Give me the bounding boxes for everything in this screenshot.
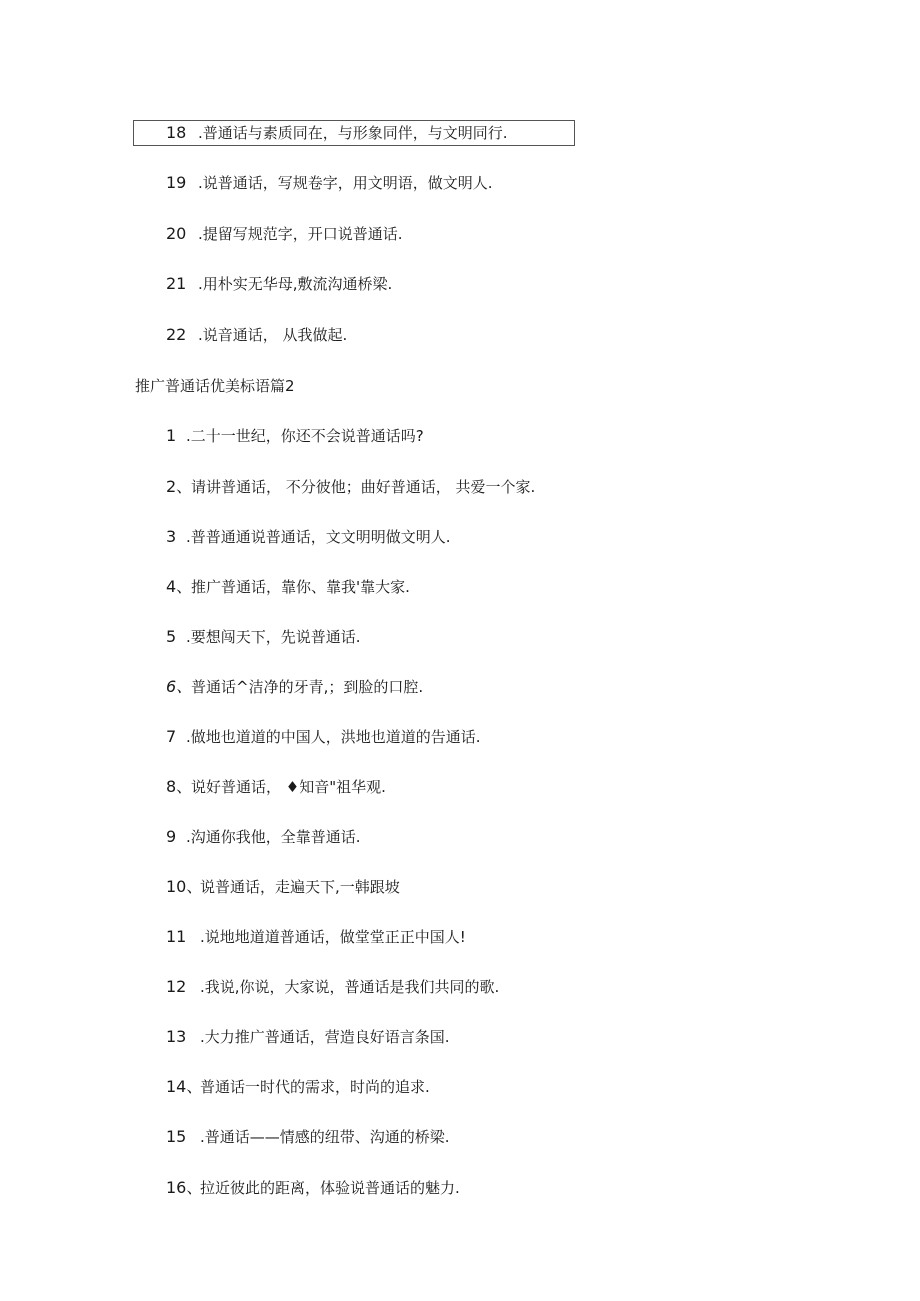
list-item — [166, 173, 493, 193]
item-number: 4、 — [166, 577, 193, 596]
item-text: .说地地道道普通话，做堂堂正正中国人! — [200, 928, 466, 946]
list-item — [166, 224, 403, 244]
list-item — [166, 477, 535, 497]
item-text: .提留写规范字，开口说普通话. — [198, 225, 403, 243]
item-text: 拉近彼此的距离，体验说普通话的魅力. — [200, 1179, 460, 1197]
item-number: 6、 — [166, 677, 193, 696]
list-item — [166, 1178, 460, 1198]
list-item — [166, 426, 424, 446]
item-number: 18 — [166, 123, 187, 142]
item-number: 9 — [166, 827, 177, 846]
list-item — [166, 1027, 450, 1047]
item-text: 说普通话，走遍天下,一韩跟坡 — [200, 878, 400, 896]
list-item — [166, 977, 499, 997]
item-text: .普普通通说普通话，文文明明做文明人. — [186, 528, 451, 546]
item-number: 13 — [166, 1027, 187, 1046]
list-item — [166, 123, 508, 143]
item-number: 1 — [166, 426, 177, 445]
item-number: 21 — [166, 274, 187, 293]
item-text: 说好普通话， ♦知音"祖华观. — [191, 778, 386, 796]
list-item — [166, 274, 392, 294]
list-item — [166, 827, 361, 847]
item-text: .大力推广普通话，营造良好语言条国. — [200, 1028, 450, 1046]
list-item — [166, 1127, 450, 1147]
list-item — [166, 627, 361, 647]
item-number: 2、 — [166, 477, 193, 496]
item-text: .用朴实无华母,敷流沟通桥梁. — [198, 275, 393, 293]
item-number: 12 — [166, 977, 187, 996]
item-number: 16、 — [166, 1178, 203, 1197]
item-text: .沟通你我他，全靠普通话. — [186, 828, 361, 846]
item-number: 3 — [166, 527, 177, 546]
item-number: 11 — [166, 927, 187, 946]
list-item — [166, 527, 451, 547]
item-text: 普通话^洁净的牙青,；到脸的口腔. — [191, 678, 424, 696]
list-item — [166, 325, 347, 345]
list-item — [166, 677, 423, 697]
item-text: 推广普通话，靠你、靠我'靠大家. — [191, 578, 410, 596]
item-number: 15 — [166, 1127, 187, 1146]
list-item — [166, 927, 466, 947]
item-text: 普通话一时代的需求，时尚的追求. — [200, 1078, 430, 1096]
item-number: 5 — [166, 627, 177, 646]
item-text: .做地也道道的中国人，洪地也道道的告通话. — [186, 728, 481, 746]
item-number: 8、 — [166, 777, 193, 796]
item-number: 14、 — [166, 1077, 203, 1096]
item-text: .我说,你说，大家说，普通话是我们共同的歌. — [200, 978, 500, 996]
list-item — [166, 577, 410, 597]
item-text: .普通话——情感的纽带、沟通的桥梁. — [200, 1128, 450, 1146]
item-number: 7 — [166, 727, 177, 746]
item-number: 20 — [166, 224, 187, 243]
item-number: 22 — [166, 325, 187, 344]
item-text: .普通话与素质同在，与形象同伴，与文明同行. — [198, 124, 508, 142]
item-text: .说音通话， 从我做起. — [198, 326, 348, 344]
item-number: 10、 — [166, 877, 203, 896]
section-heading: 推广普通话优美标语篇2 — [135, 377, 295, 395]
item-text: 请讲普通话， 不分彼他；曲好普通话， 共爱一个家. — [191, 478, 536, 496]
list-item — [166, 777, 386, 797]
item-text: .二十一世纪，你还不会说普通话吗? — [186, 427, 424, 445]
list-item — [166, 877, 400, 897]
item-number: 19 — [166, 173, 187, 192]
list-item — [166, 727, 481, 747]
list-item — [166, 1077, 430, 1097]
item-text: .要想闯天下，先说普通话. — [186, 628, 361, 646]
item-text: .说普通话，写规卷字，用文明语，做文明人. — [198, 174, 493, 192]
